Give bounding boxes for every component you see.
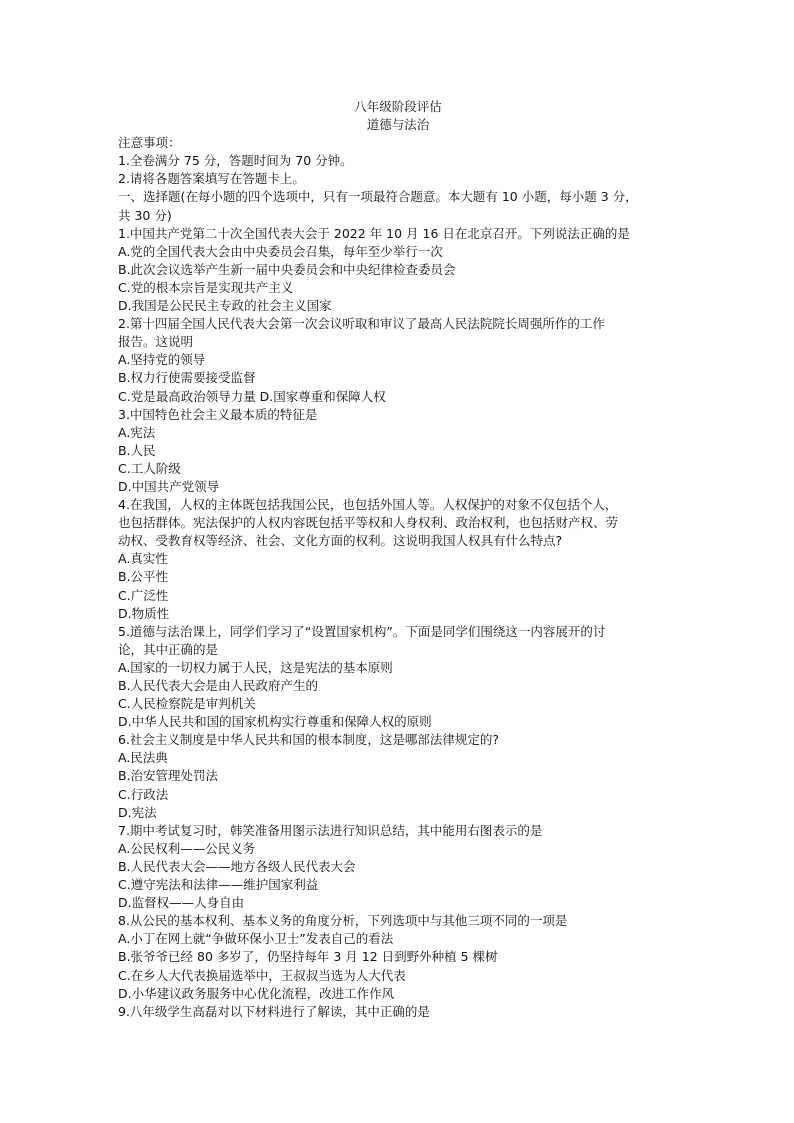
option-b: B.此次会议选举产生新一届中央委员会和中央纪律检查委员会 (118, 261, 456, 277)
question-stem: 1.中国共产党第二十次全国代表大会于 2022 年 10 月 16 日在北京召开。下列说法正确的是 (118, 225, 630, 241)
option-c: C.广泛性 (118, 587, 169, 603)
option-a: A.党的全国代表大会由中央委员会召集，每年至少举行一次 (118, 243, 443, 259)
question-4 (118, 496, 678, 623)
section-heading-cont: 共 30 分) (118, 207, 172, 223)
question-5 (118, 623, 678, 732)
section-heading: 一、选择题(在每小题的四个选项中，只有一项最符合题意。本大题有 10 小题，每小题 3 分， (118, 189, 638, 205)
question-stem: 3.中国特色社会主义最本质的特征是 (118, 406, 318, 422)
question-stem-cont: 也包括群体。宪法保护的人权内容既包括平等权和人身权利、政治权利，也包括财产权、劳 (118, 515, 619, 531)
option-c: C.遵守宪法和法律——维护国家利益 (118, 877, 319, 893)
question-1 (118, 225, 678, 315)
question-9 (118, 1003, 678, 1021)
question-stem-cont: 动权、受教育权等经济、社会、文化方面的权利。这说明我国人权具有什么特点? (118, 533, 563, 549)
option-d: D.我国是公民民主专政的社会主义国家 (118, 298, 332, 314)
exam-subject: 道德与法治 (366, 117, 430, 133)
option-d: D.物质性 (118, 605, 170, 621)
option-a: A.真实性 (118, 551, 168, 567)
option-a: A.国家的一切权力属于人民，这是宪法的基本原则 (118, 659, 393, 675)
option-c: C.行政法 (118, 786, 169, 802)
question-7 (118, 822, 678, 912)
note-item: 2.请将各题答案填写在答题卡上。 (118, 171, 305, 187)
option-c: C.人民检察院是审判机关 (118, 696, 256, 712)
option-c: C.工人阶级 (118, 460, 181, 476)
exam-content (118, 98, 678, 1021)
question-6 (118, 731, 678, 821)
note-item: 1.全卷满分 75 分，答题时间为 70 分钟。 (118, 153, 353, 169)
exam-title: 八年级阶段评估 (354, 99, 442, 114)
notes-heading: 注意事项： (118, 135, 181, 151)
question-3 (118, 406, 678, 496)
option-d: D.小华建议政务服务中心优化流程，改进工作作风 (118, 985, 395, 1001)
question-stem: 7.期中考试复习时，韩笑准备用图示法进行知识总结，其中能用右图表示的是 (118, 822, 543, 838)
question-stem: 6.社会主义制度是中华人民共和国的根本制度，这是哪部法律规定的? (118, 732, 500, 748)
option-a: A.民法典 (118, 750, 168, 766)
question-2 (118, 315, 678, 405)
question-stem: 8.从公民的基本权利、基本义务的角度分析，下列选项中与其他三项不同的一项是 (118, 913, 568, 929)
question-stem: 2.第十四届全国人民代表大会第一次会议听取和审议了最高人民法院院长周强所作的工作 (118, 316, 605, 332)
option-c: C.党的根本宗旨是实现共产主义 (118, 279, 294, 295)
option-b: B.治安管理处罚法 (118, 768, 219, 784)
option-b: B.人民代表大会是由人民政府产生的 (118, 678, 319, 693)
question-stem: 5.道德与法治课上，同学们学习了“设置国家机构”。下面是同学们围绕这一内容展开的讨 (118, 623, 606, 639)
option-c: C.在乡人大代表换届选举中，王叔叔当选为人大代表 (118, 967, 406, 983)
question-stem: 9.八年级学生高磊对以下材料进行了解读，其中正确的是 (118, 1003, 430, 1019)
option-a: A.小丁在网上就“争做环保小卫士”发表自己的看法 (118, 931, 394, 947)
option-d: D.宪法 (118, 804, 157, 820)
question-stem: 4.在我国，人权的主体既包括我国公民，也包括外国人等。人权保护的对象不仅包括个人， (118, 497, 618, 513)
option-d: D.中华人民共和国的国家机构实行尊重和保障人权的原则 (118, 714, 432, 730)
option-b: B.张爷爷已经 80 多岁了，仍坚持每年 3 月 12 日到野外种植 5 棵树 (118, 949, 498, 965)
question-stem-cont: 论，其中正确的是 (118, 641, 219, 657)
option-b: B.人民代表大会——地方各级人民代表大会 (118, 858, 356, 874)
option-b: B.权力行使需要接受监督 (118, 370, 256, 386)
option-a: A.宪法 (118, 424, 156, 440)
option-b: B.人民 (118, 442, 156, 458)
question-8 (118, 912, 678, 1002)
option-a: A.坚持党的领导 (118, 352, 206, 368)
option-d: D.中国共产党领导 (118, 478, 220, 494)
option-d: D.监督权——人身自由 (118, 895, 245, 911)
question-stem-cont: 报告。这说明 (118, 334, 194, 350)
option-b: B.公平性 (118, 569, 169, 585)
option-c-d: C.党是最高政治领导力量 D.国家尊重和保障人权 (118, 388, 386, 404)
option-a: A.公民权利——公民义务 (118, 840, 256, 856)
